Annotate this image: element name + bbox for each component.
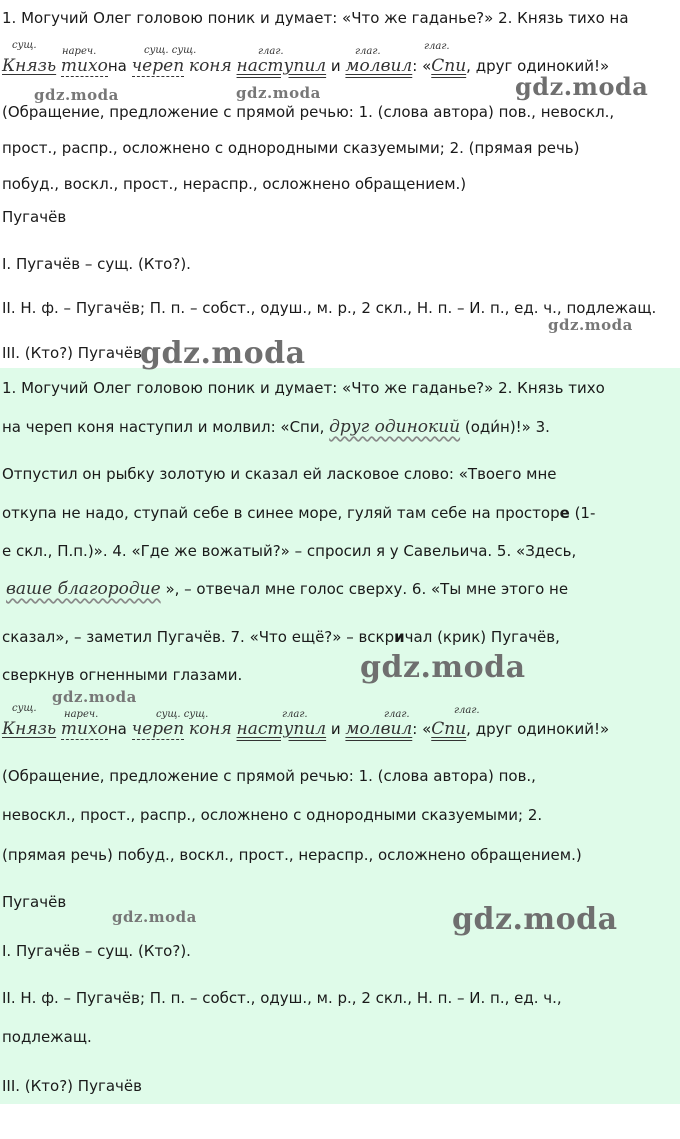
plain-word: , друг одинокий!» <box>466 57 610 75</box>
watermark: gdz.moda <box>515 72 649 101</box>
subject-word: Князь <box>2 719 57 739</box>
object-word: череп <box>131 719 185 739</box>
text-segment: сказал», – заметил Пугачёв. 7. «Что ещё?» – вскр <box>2 628 395 646</box>
watermark: gdz.moda <box>140 336 306 371</box>
plain-word: на <box>107 720 127 738</box>
watermark: gdz.moda <box>452 902 618 937</box>
sentence-line: Отпустил он рыбку золотую и сказал ей ласковое слово: «Твоего мне <box>2 465 557 483</box>
predicate-word: молвил <box>345 56 413 76</box>
pos-label: сущ. сущ. <box>156 709 209 720</box>
address-word: друг одинокий <box>329 417 461 437</box>
plain-word: и <box>330 720 341 738</box>
predicate-word: Спи <box>431 56 467 76</box>
pos-label: глаг. <box>424 41 450 52</box>
pos-label: сущ. сущ. <box>144 45 197 56</box>
plain-word: : « <box>412 720 432 738</box>
pos-label: глаг. <box>282 709 308 720</box>
predicate-word: молвил <box>345 719 413 739</box>
watermark: gdz.moda <box>112 908 197 926</box>
sentence-line: 1. Могучий Олег головою поник и думает: «Что же гаданье?» 2. Князь тихо <box>2 379 605 397</box>
highlighted-letter: и <box>394 628 405 646</box>
analysis-line: невоскл., прост., распр., осложнено с однородными сказуемыми; 2. <box>2 806 543 824</box>
highlighted-letter: е <box>559 504 570 522</box>
plain-word: : « <box>412 57 432 75</box>
text-segment: на череп коня наступил и молвил: «Спи, <box>2 418 330 436</box>
sentence-line <box>2 579 568 599</box>
sentence-line <box>2 503 595 523</box>
parsed-sentence <box>2 719 609 739</box>
pos-label: глаг. <box>384 709 410 720</box>
text-segment: (1- <box>569 504 596 522</box>
watermark: gdz.moda <box>548 316 633 334</box>
text-segment: (оди́н)!» 3. <box>460 418 550 436</box>
plain-word: на <box>107 57 127 75</box>
sentence-line: е скл., П.п.)». 4. «Где же вожатый?» – спросил я у Савельича. 5. «Здесь, <box>2 542 577 560</box>
text-segment: », – отвечал мне голос сверху. 6. «Ты мне этого не <box>160 580 569 598</box>
analysis-line: (Обращение, предложение с прямой речью: 1. (слова автора) пов., <box>2 767 536 785</box>
analysis-line: побуд., воскл., прост., нераспр., осложнено обращением.) <box>2 175 467 193</box>
pos-label: глаг. <box>258 46 284 57</box>
watermark: gdz.moda <box>236 84 321 102</box>
watermark: gdz.moda <box>34 86 119 104</box>
watermark: gdz.moda <box>360 650 526 685</box>
sentence-line <box>2 627 560 647</box>
word-heading: Пугачёв <box>2 208 67 226</box>
analysis-line: (прямая речь) побуд., воскл., прост., нераспр., осложнено обращением.) <box>2 846 582 864</box>
plain-word: , друг одинокий!» <box>466 720 610 738</box>
pos-label: сущ. <box>12 40 37 51</box>
subject-word: Князь <box>2 56 57 76</box>
morph-point: III. (Кто?) Пугачёв <box>2 1077 142 1095</box>
pos-label: нареч. <box>62 46 97 57</box>
text-segment: чал (крик) Пугачёв, <box>404 628 560 646</box>
adverb-word: тихо <box>60 719 108 739</box>
morph-point: II. Н. ф. – Пугачёв; П. п. – собст., одуш., м. р., 2 скл., Н. п. – И. п., ед. ч., <box>2 989 562 1007</box>
pos-label: глаг. <box>355 46 381 57</box>
plain-word: и <box>330 57 341 75</box>
sentence-line: сверкнув огненными глазами. <box>2 666 243 684</box>
predicate-word: Спи <box>431 719 467 739</box>
sentence-line: 1. Могучий Олег головою поник и думает: «Что же гаданье?» 2. Князь тихо на <box>2 9 629 27</box>
morph-point: III. (Кто?) Пугачёв <box>2 344 142 362</box>
analysis-line: (Обращение, предложение с прямой речью: 1. (слова автора) пов., невоскл., <box>2 103 615 121</box>
adverb-word: тихо <box>60 56 108 76</box>
attribute-word: коня <box>188 56 232 76</box>
morph-point: I. Пугачёв – сущ. (Кто?). <box>2 255 191 273</box>
pos-label: нареч. <box>64 709 99 720</box>
watermark: gdz.moda <box>52 688 137 706</box>
text-segment: откупа не надо, ступай себе в синее море, гуляй там себе на простор <box>2 504 560 522</box>
morph-point: I. Пугачёв – сущ. (Кто?). <box>2 942 191 960</box>
sentence-line <box>2 417 550 437</box>
address-word: ваше благородие <box>6 579 161 599</box>
morph-point: II. Н. ф. – Пугачёв; П. п. – собст., одуш., м. р., 2 скл., Н. п. – И. п., ед. ч., подлежащ. <box>2 299 657 317</box>
word-heading: Пугачёв <box>2 893 67 911</box>
predicate-word: наступил <box>236 719 327 739</box>
morph-point: подлежащ. <box>2 1028 92 1046</box>
predicate-word: наступил <box>236 56 327 76</box>
attribute-word: коня <box>188 719 232 739</box>
pos-label: сущ. <box>12 703 37 714</box>
pos-label: глаг. <box>454 705 480 716</box>
analysis-line: прост., распр., осложнено с однородными сказуемыми; 2. (прямая речь) <box>2 139 580 157</box>
object-word: череп <box>131 56 185 76</box>
